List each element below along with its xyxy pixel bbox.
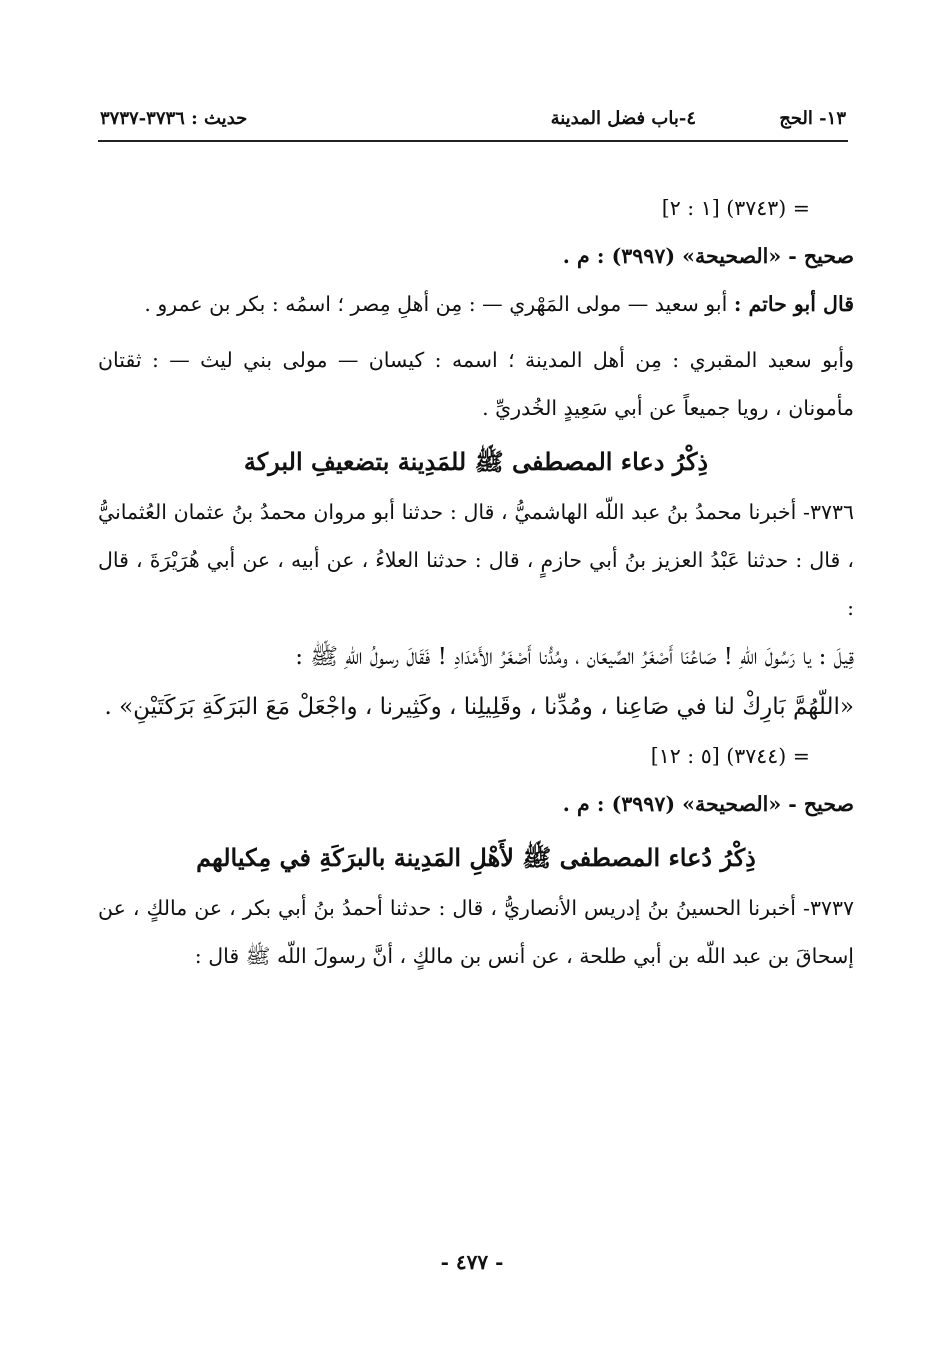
grading-1: صحيح - «الصحيحة» (٣٩٩٧) : م . [562, 244, 854, 268]
isnad-3736: ٣٧٣٦- أخبرنا محمدُ بنُ عبد اللّه الهاشميُّ ، قال : حدثنا أبو مروان محمدُ بنُ عثمان العُثمانيُّ ، قال : حدثنا عَبْدُ العزيز بنُ أبي حازمٍ ، قال : حدثنا العلاءُ ، عن أبيه ، عن أبي هُرَيْرَةَ ، قال : [98, 500, 854, 620]
isnad-3737: ٣٧٣٧- أخبرنا الحسينُ بنُ إدريس الأنصاريُّ ، قال : حدثنا أحمدُ بنُ أبي بكر ، عن مالكٍ ، عن إسحاقَ بن عبد اللّه بن أبي طلحة ، عن أنس بن مالكٍ ، أنَّ رسولَ اللّه ﷺ قال : [98, 896, 854, 968]
section-title: ٤-باب فضل المدينة [550, 108, 696, 129]
abu-hatim-label: قال أبو حاتم : [733, 292, 854, 316]
maqburi-note: وأبو سعيد المقبري : مِن أهل المدينة ؛ اسمه : كيسان — مولى بني ليث — : ثقتان مأمونان ، رويا جميعاً عن أبي سَعِيدٍ الخُدريِّ . [98, 348, 854, 420]
cross-reference-1: = (٣٧٤٣) [١ : ٢] [661, 196, 810, 220]
main-text [98, 184, 854, 980]
cross-reference-2: = (٣٧٤٤) [٥ : ١٢] [650, 744, 810, 768]
hadith-3736-text: «اللّهُمَّ بَارِكْ لنا في صَاعِنا ، ومُدِّنا ، وقَلِيلِنا ، وكَثِيرنا ، واجْعَلْ مَعَ البَرَكَةِ بَرَكَتَيْنِ» . [104, 694, 854, 720]
hadith-range: حديث : ٣٧٣٦-٣٧٣٧ [100, 108, 248, 129]
chapter-heading-1: ذِكْرُ دعاء المصطفى ﷺ للمَدِينة بتضعيفِ البركة [243, 447, 709, 476]
grading-2: صحيح - «الصحيحة» (٣٩٩٧) : م . [562, 792, 854, 816]
hadith-3736-question: قِيلَ : يا رَسُولَ اللّهِ ! صَاعُنَا أَصْغَرُ الصِّيعَان ، ومُدُّنا أَصْغَرُ الأَمْدَادِ ! فَقَالَ رسولُ اللّهِ ﷺ : [295, 644, 854, 670]
abu-hatim-text: أبو سعيد — مولى المَهْري — : مِن أهلِ مِصر ؛ اسمُه : بكر بن عمرو . [144, 292, 728, 316]
running-header [98, 104, 848, 142]
chapter-heading-2: ذِكْرُ دُعاء المصطفى ﷺ لأَهْلِ المَدِينة بالبرَكَةِ في مِكيالهم [196, 843, 756, 872]
chapter-title: ١٣- الحج [779, 108, 846, 129]
page-number: - ٤٧٧ - [440, 1250, 504, 1274]
abu-hatim-note [98, 280, 854, 328]
